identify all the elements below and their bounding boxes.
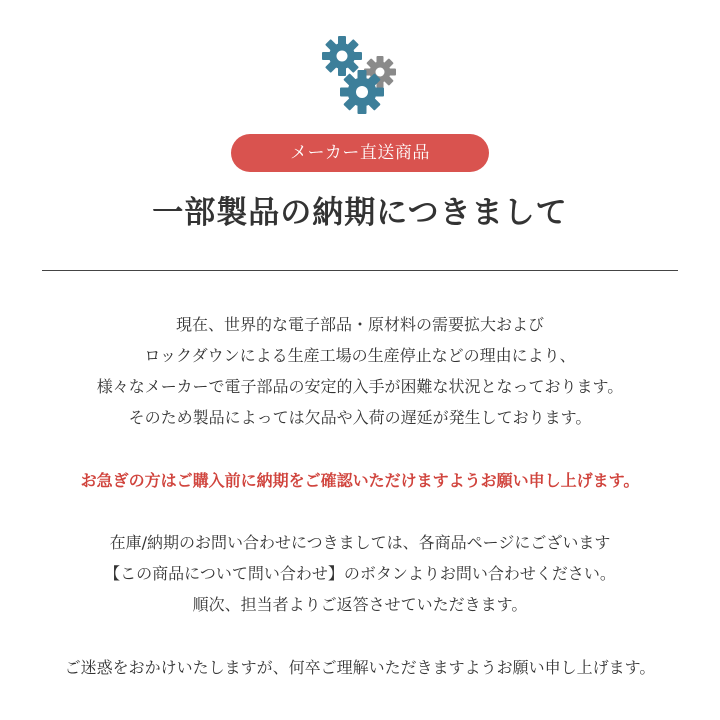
paragraph-line: 【この商品について問い合わせ】のボタンよりお問い合わせください。 (104, 564, 616, 583)
urgent-notice (0, 465, 720, 496)
paragraph-line: ロックダウンによる生産工場の生産停止などの理由により、 (144, 346, 576, 365)
situation-paragraph (0, 309, 720, 433)
notice-text: お急ぎの方はご購入前に納期をご確認いただけますようお願い申し上げます。 (80, 471, 640, 490)
paragraph-line: 在庫/納期のお問い合わせにつきましては、各商品ページにございます (109, 533, 611, 552)
paragraph-line: そのため製品によっては欠品や入荷の遅延が発生しております。 (128, 408, 592, 427)
maker-direct-badge: メーカー直送商品 (231, 134, 489, 172)
closing-text: ご迷惑をおかけいたしますが、何卒ご理解いただきますようお願い申し上げます。 (64, 658, 656, 677)
page-title: 一部製品の納期につきまして (152, 195, 568, 231)
gear-blue-icon (322, 36, 362, 76)
paragraph-line: 順次、担当者よりご返答させていただきます。 (192, 595, 528, 614)
paragraph-line: 様々なメーカーで電子部品の安定的入手が困難な状況となっております。 (96, 377, 624, 396)
divider (42, 270, 678, 271)
gears-icon (318, 32, 402, 116)
closing-paragraph (0, 652, 720, 683)
paragraph-line: 現在、世界的な電子部品・原材料の需要拡大および (175, 315, 544, 334)
gear-blue-large-icon (340, 70, 384, 114)
inquiry-paragraph (0, 527, 720, 620)
